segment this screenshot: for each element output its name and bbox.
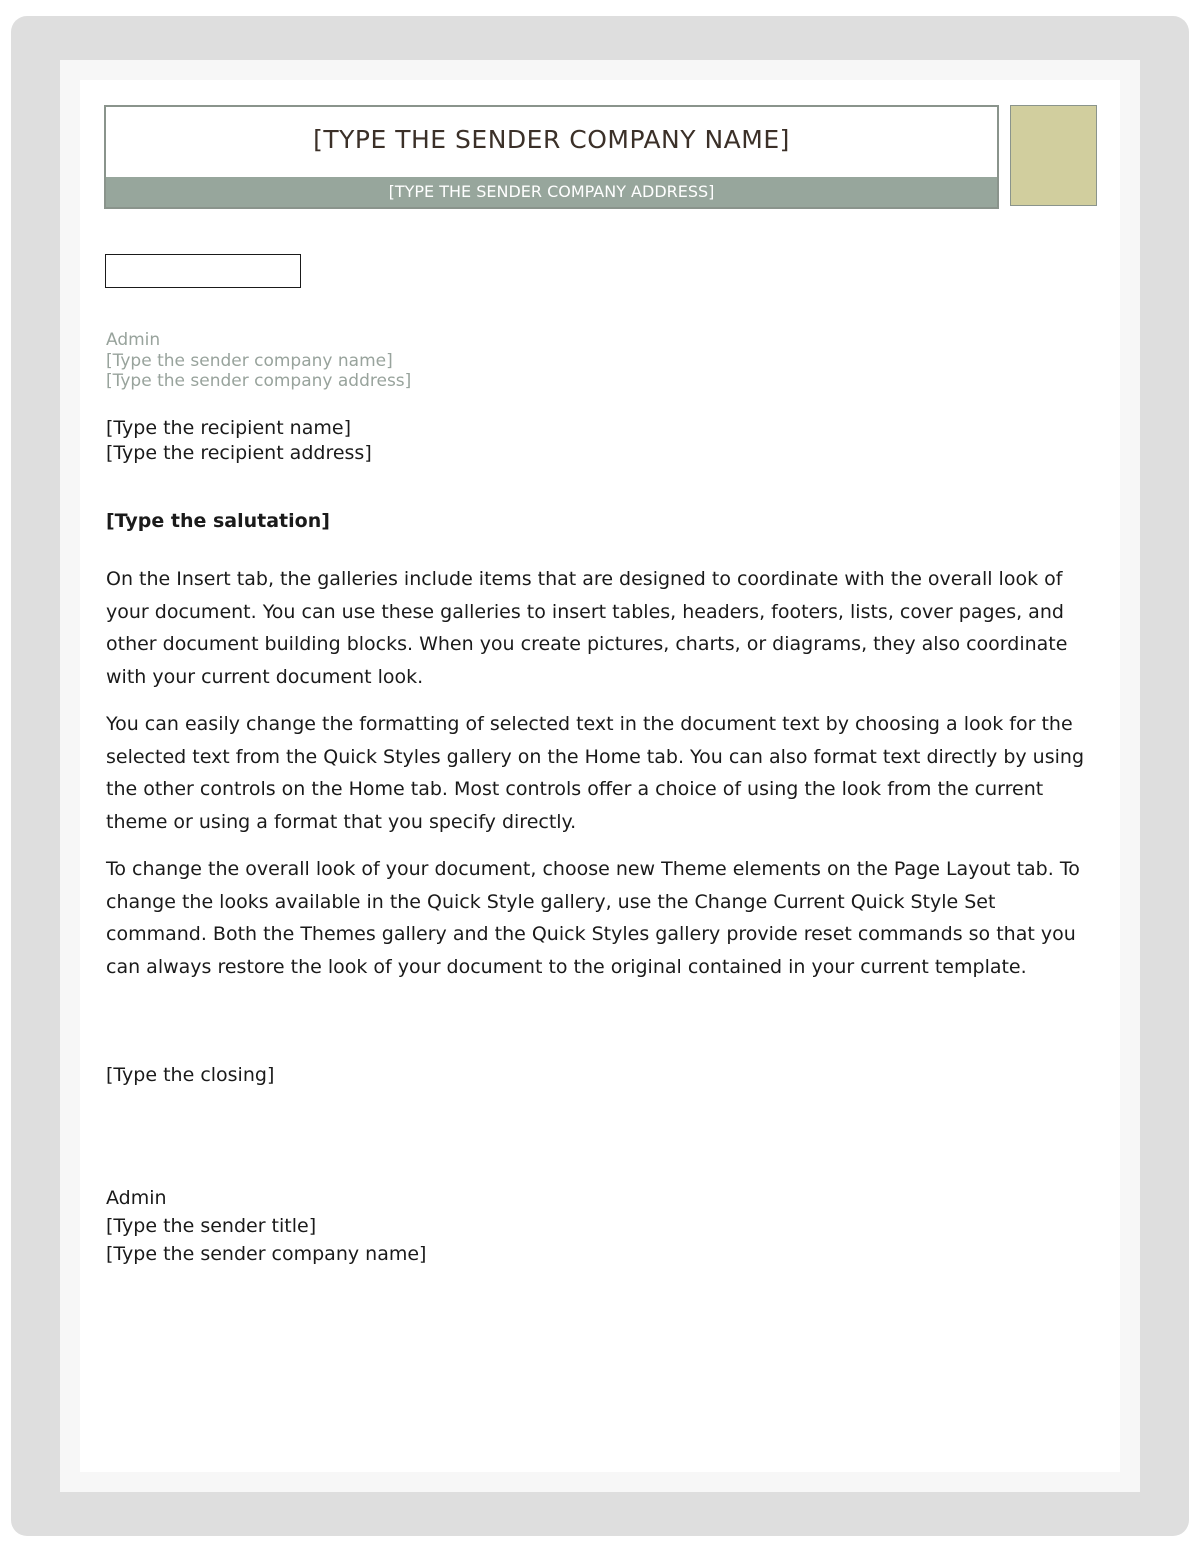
letterhead-box: [104, 105, 999, 209]
salutation[interactable]: [Type the salutation]: [106, 510, 330, 532]
letterhead-accent-block: [1010, 105, 1097, 206]
body-paragraph[interactable]: On the Insert tab, the galleries include items that are designed to coordinate with the overall look of your document. You can use these galleries to insert tables, headers, footers, lists, cover pages, and other document building blocks. When you create pictures, charts, or diagrams, they also coordinate with your current document look.: [106, 568, 1068, 688]
signature-company-name[interactable]: [Type the sender company name]: [106, 1243, 427, 1265]
body-paragraph[interactable]: You can easily change the formatting of selected text in the document text by choosing a look for the selected text from the Quick Styles gallery on the Home tab. You can also format text directly by using the other controls on the Home tab. Most controls offer a choice of using the look from the current theme or using a format that you specify directly.: [106, 713, 1084, 833]
signature-title[interactable]: [Type the sender title]: [106, 1215, 317, 1237]
signature-block: [106, 1184, 426, 1268]
recipient-name[interactable]: [Type the recipient name]: [106, 417, 351, 439]
body-paragraph[interactable]: To change the overall look of your document, choose new Theme elements on the Page Layout tab. To change the looks available in the Quick Style gallery, use the Change Current Quick Style Set command. Both the Themes gallery and the Quick Styles gallery provide reset commands so that you can always restore the look of your document to the original contained in your current template.: [106, 858, 1080, 978]
sender-block: [106, 330, 411, 392]
sender-company-address[interactable]: [Type the sender company address]: [106, 371, 412, 391]
date-field[interactable]: [105, 254, 301, 288]
letterhead-company-address[interactable]: [TYPE THE SENDER COMPANY ADDRESS]: [106, 177, 997, 207]
recipient-block: [106, 416, 372, 465]
sender-company-name[interactable]: [Type the sender company name]: [106, 350, 393, 371]
signature-name[interactable]: Admin: [106, 1187, 167, 1209]
closing[interactable]: [Type the closing]: [106, 1064, 275, 1086]
letterhead-company-name[interactable]: [TYPE THE SENDER COMPANY NAME]: [313, 125, 790, 154]
recipient-address[interactable]: [Type the recipient address]: [106, 441, 372, 464]
letter-body: [106, 563, 1091, 998]
sender-name[interactable]: Admin: [106, 330, 161, 350]
